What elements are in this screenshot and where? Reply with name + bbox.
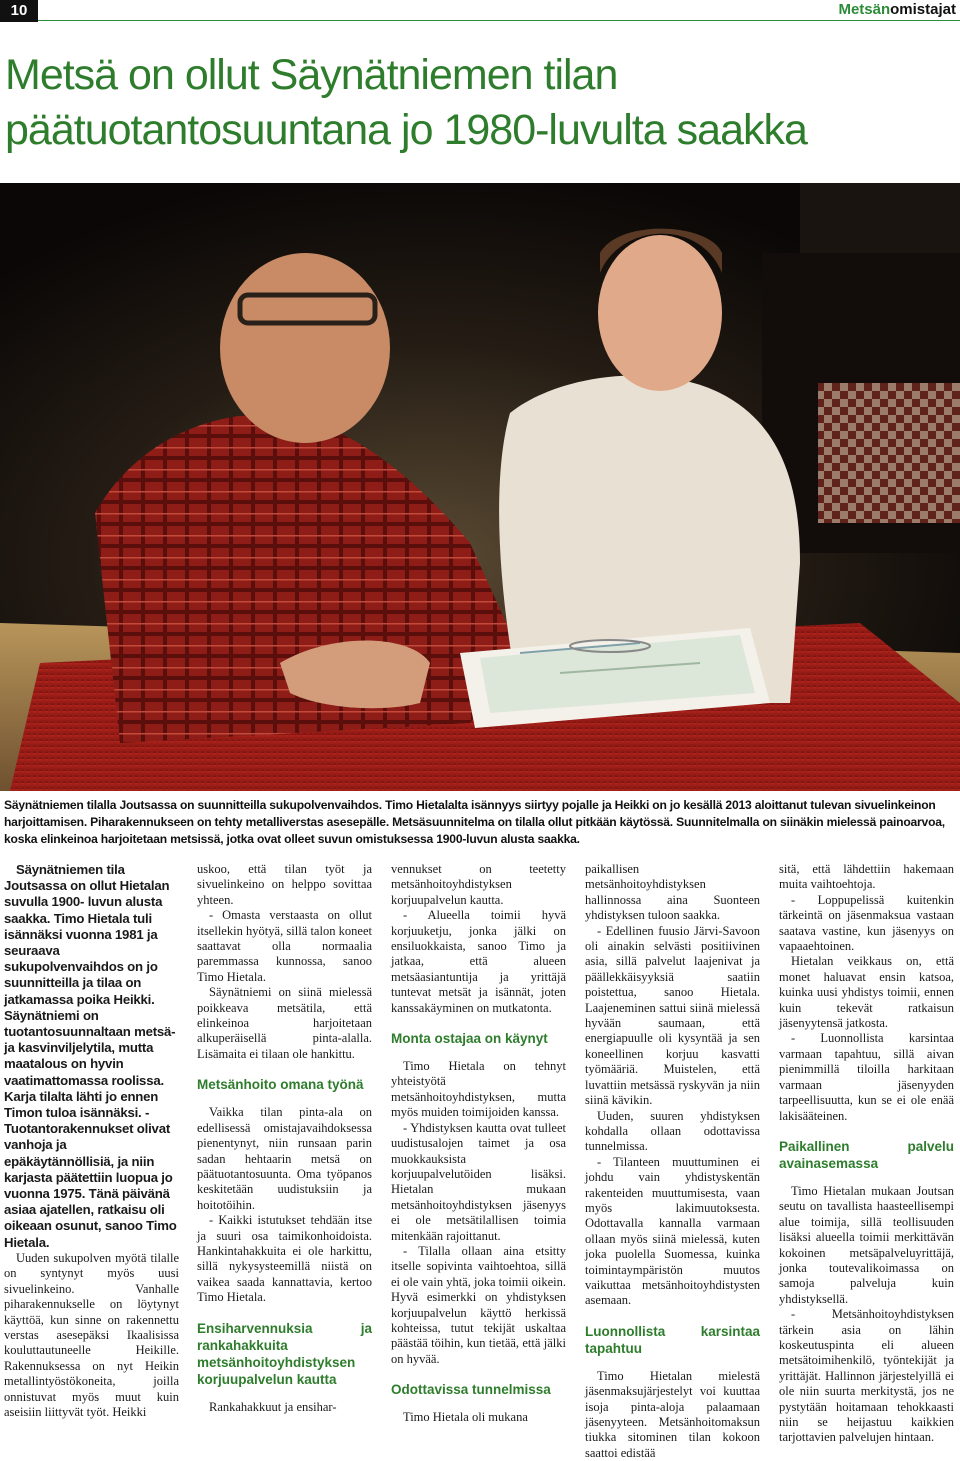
paragraph: Timo Hietala on tehnyt yhteistyötä metsänhoitoyhdistyksen, mutta myös muiden toimijoiden kanssa. <box>391 1059 566 1120</box>
paragraph: - Omasta verstaasta on ollut itsellekin hyötyä, sillä talon koneet saattavat olla normaalia paremmassa kunnossa, sanoo Timo Hietala. <box>197 908 372 984</box>
subheading: Odottavissa tunnelmissa <box>391 1382 551 1398</box>
subheading: Paikallinen palvelu avainasemassa <box>779 1138 954 1171</box>
paragraph: - Yhdistyksen kautta ovat tulleet uudistusalojen taimet ja osa muokkauksista korjuupalvelutöiden lisäksi. Hietalan mukaan metsänhoitoyhdistyksen jäsenyys ei ole metsätilallisen toimia mitenkään rajoittanut. <box>391 1120 566 1243</box>
column-5 <box>779 862 954 1445</box>
paragraph: Timo Hietalan mielestä jäsenmaksujärjestelyt voi kuuttaa isoja pinta-aloja palaamaan jäsenyyteen. Metsänhoitomaksun tiukka sitominen tilan kokoon saattoi edistää <box>585 1368 760 1460</box>
column-4 <box>585 862 760 1460</box>
photo-caption: Säynätniemen tilalla Joutsassa on suunnitteilla sukupolvenvaihdos. Timo Hietalalta isännyys siirtyy pojalle ja Heikki on jo kesällä 2013 aloittanut tulevan sivuelinkeinon harjoittamisen. Piharakennukseen on tehty metalliverstas asesepälle. Metsäsuunnitelma on tilalla ollut pitkään käytössä. Suunnitelmalla on siinäkin mielessä painoarvoa, koska elinkeinoa harjoitetaan metsissä, jotka ovat olleet suvun omistuksessa 1900-luvun alusta saakka. <box>4 798 945 846</box>
paragraph: sitä, että lähdettiin hakemaan muita vaihtoehtoja. <box>779 862 954 892</box>
paragraph: Uuden, suuren yhdistyksen kohdalla ollaan odottavissa tunnelmissa. <box>585 1108 760 1154</box>
page-number: 10 <box>0 0 38 22</box>
paragraph: - Edellinen fuusio Järvi-Savoon oli ainakin selvästi positiivinen asia, sillä palvelut laajenivat ja päällekkäisyyksiä saatiin poistettua, sanoo Hietala. Laajeneminen sattui siinä mielessä hyvään saumaan, että energiapuulle oli kysyntää ja sen koneellinen korjuu kasvatti työmääriä. Muistelen, että luvattiin metsässä ryskyvän ja niin siinä kävikin. <box>585 923 760 1108</box>
paragraph: Vaikka tilan pinta-ala on edellisessä omistajavaihdoksessa pienentynyt, niin runsaan parin sadan hehtaarin metsä on päätuotantosuunta. Oma työpanos keskitetään uudistuksiin ja hoitotöihin. <box>197 1105 372 1212</box>
paragraph: - Metsänhoitoyhdistyksen tärkein asia on lähin koskeutuspinta eli alueen metsätoimihenkilö, työntekijät ja yrittäjät. Hallinnon järjestelyillä ei ole niin suurta merkitystä, jos ne pystytään hoitamaan tehokkaasti niin se heijastuu kaikkien tarjottavien palvelujen hintaan. <box>779 1307 954 1445</box>
page-header <box>0 0 960 22</box>
publication-name-part1: Metsän <box>838 1 891 18</box>
header-rule <box>38 20 960 21</box>
paragraph: Hietalan veikkaus on, että monet haluavat ensin katsoa, kuinka uusi yhdistys toimii, ennen kuin tekevät ratkaisun jäsenyytensä jatkosta. <box>779 954 954 1031</box>
paragraph: Säynätniemi on siinä mielessä poikkeava metsätila, että elinkeinoa harjoitetaan alkuperäisellä pinta-alalla. Lisämaita ei tilaan ole hankittu. <box>197 985 372 1061</box>
paragraph: uskoo, että tilan työt ja sivuelinkeino on helppo sovittaa yhteen. <box>197 862 372 907</box>
paragraph: - Loppupelissä kuitenkin tärkeintä on jäsenmaksua vastaan saatava vastine, kun jäsenyys on vapaaehtoinen. <box>779 892 954 954</box>
article-photo <box>0 183 960 791</box>
paragraph: Uuden sukupolven myötä tilalle on syntynyt myös uusi sivuelinkeino. Vanhalle piharakennukselle on löytynyt käyttöä, kun sinne on rakennettu verstas asesepäksi Ikaalisissa kouluttautuneelle Heikille. Rakennuksessa on nyt Heikin metallintyöstökoneita, joilla onnistuvat myös muut kuin aseisiin liittyvät työt. Heikki <box>4 1250 179 1419</box>
paragraph: Timo Hietalan mukaan Joutsan seutu on tavallista haasteellisempi alue toimija, sillä teollisuuden lisäksi alueella toimii merkittävän kokoinen metsäpalveluyrittäjä, jonka toutevalikoimassa on samoja palveluja kuin yhdistyksellä. <box>779 1183 954 1306</box>
paragraph: - Luonnollista karsintaa varmaan tapahtuu, sillä aivan pienimmillä tiloilla harkitaan varmaan jäsenyyden tarpeellisuutta, kun se ei ole enää lakisääteinen. <box>779 1031 954 1123</box>
publication-name-part2: omistajat <box>890 1 956 18</box>
publication-name <box>838 1 956 18</box>
photo-two-men-reading-forest-plan-binder-icon <box>0 183 960 791</box>
paragraph: Rankahakkuut ja ensihar- <box>209 1399 337 1414</box>
paragraph: - Tilalla ollaan aina etsitty itselle sopivinta vaihtoehtoa, sillä ei ole vain yhtä, joka toimii oikein. Hyvä esimerkki on yhdistyksen korjuupalvelun käyttö herkissä kohteissa, tutut tekijät uskaltaa päästää töihin, kun tietää, että jälki on hyvää. <box>391 1243 566 1366</box>
paragraph: - Alueella toimii hyvä korjuuketju, jonka jälki on ensiluokkaista, sanoo Timo ja jatkaa, että alueen metsäasiantuntija ja yrittäjä tuntevat metsät ja isännät, joten kanssakäyminen on mutkatonta. <box>391 908 566 1015</box>
subheading: Monta ostajaa on käynyt <box>391 1031 548 1047</box>
paragraph: Timo Hietala oli mukana <box>403 1410 528 1425</box>
column-2 <box>197 862 372 1440</box>
paragraph: vennukset on teetetty metsänhoitoyhdistyksen korjuupalvelun kautta. <box>391 862 566 907</box>
article-headline: Metsä on ollut Säynätniemen tilan päätuotantosuuntana jo 1980-luvulta saakka <box>5 51 807 154</box>
column-1 <box>4 862 179 1440</box>
paragraph: - Kaikki istutukset tehdään itse ja suuri osa taimikonhoidoista. Hankintahakkuita ei ole harkittu, sillä nykysysteemillä niistä on vaikea saada kannattavia, kertoo Timo Hietala. <box>197 1213 372 1305</box>
column-3 <box>391 862 566 1440</box>
article-lead: Säynätniemen tila Joutsassa on ollut Hietalan suvulla 1900- luvun alusta saakka. Timo Hietala tuli isännäksi vuonna 1981 ja seuraava sukupolvenvaihdos on jo suunnitteilla ja tilaa on jatkamassa poika Heikki. Säynätniemi on tuotantosuunnaltaan metsä- ja kasvinviljelytila, mutta maatalous on hyvin vaatimattomassa roolissa. Karja tilalta lähti jo ennen Timon tuloa isännäksi. - Tuotantorakennukset olivat vanhoja ja epäkäytännöllisiä, ja niin karjasta päätettiin luopua jo vuonna 1975. Tänä päivänä asiaa ajatellen, ratkaisu oli oikeaan osunut, sanoo Timo Hietala. <box>4 862 177 1250</box>
subheading: Ensiharvennuksia ja rankahakkuita metsänhoitoyhdistyksen korjuupalvelun kautta <box>197 1320 372 1387</box>
subheading: Luonnollista karsintaa tapahtuu <box>585 1323 760 1356</box>
paragraph: - Tilanteen muuttuminen ei johdu vain yhdistyskentän rakenteiden muuttumisesta, vaan myös lakimuutoksesta. Odottavalla kannalla varmaan ollaan myös siinä mielessä, kuten joka puolella Suomessa, kuinka toimintaympäristön muutos vaikuttaa metsänhoitoyhdistysten asemaan. <box>585 1154 760 1308</box>
paragraph: paikallisen metsänhoitoyhdistyksen hallinnossa aina Suonteen yhdistyksen tuloon saakka. <box>585 862 760 923</box>
subheading: Metsänhoito omana työnä <box>197 1077 364 1093</box>
